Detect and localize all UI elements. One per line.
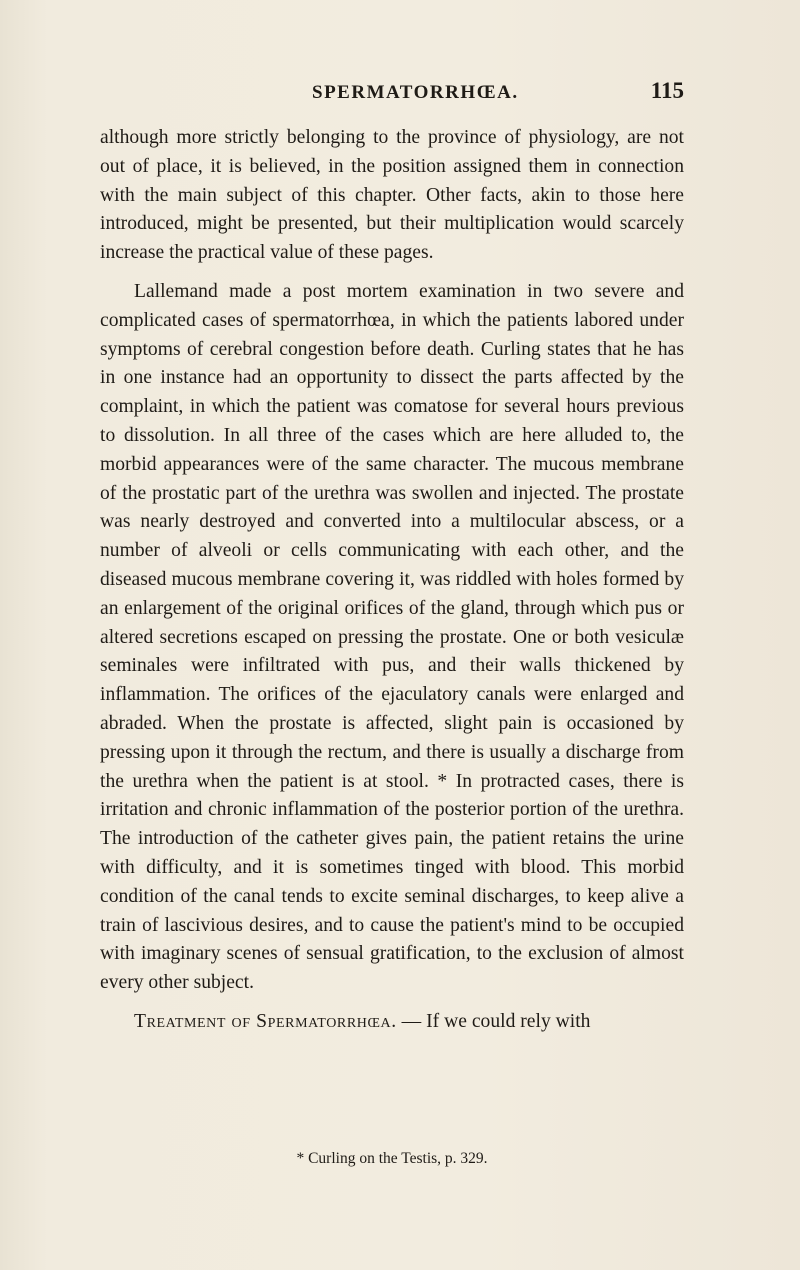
- paragraph-lallemand-text: Lallemand made a post mortem examination in two severe and complicated cases of spermatorrhœa, in which the patients labored under symptoms of cerebral congestion before death. Curling states that he has in one instance had an opportunity to dissect the parts affected by the complaint, in which the patient was comatose for several hours previous to dissolution. In all three of the cases which are here alluded to, the morbid appearances were of the same character. The mucous membrane of the prostatic part of the urethra was swollen and injected. The prostate was nearly destroyed and converted into a multilocular abscess, or a number of alveoli or cells communicating with each other, and the diseased mucous membrane covering it, was riddled with holes formed by an enlargement of the original orifices of the gland, through which pus or altered secretions escaped on pressing the prostate. One or both vesiculæ seminales were infiltrated with pus, and their walls thickened by inflammation. The orifices of the ejaculatory canals were enlarged and abraded. When the prostate is affected, slight pain is occasioned by pressing upon it through the rectum, and there is usually a discharge from the urethra when the patient is at stool.: [100, 280, 684, 792]
- paragraph-protracted-text: In protracted cases, there is irritation and chronic inflammation of the posterior portion of the urethra. The introduction of the catheter gives pain, the patient retains the urine with difficulty, and it is sometimes tinged with blood. This morbid condition of the canal tends to excite seminal discharges, to keep alive a train of lascivious desires, and to cause the patient's mind to be occupied with imaginary scenes of sensual gratification, to the exclusion of almost every other subject.: [100, 770, 684, 994]
- body-text: [100, 124, 684, 1037]
- paragraph-treatment: [100, 1008, 684, 1037]
- section-heading: Treatment of Spermatorrhœa.: [134, 1010, 397, 1032]
- page-header: [100, 78, 684, 112]
- paragraph-lallemand: [100, 278, 684, 998]
- footnote-marker: *: [437, 770, 448, 792]
- running-head: SPERMATORRHŒA.: [312, 82, 519, 103]
- paragraph-continuation: although more strictly belonging to the province of physiology, are not out of place, it is believed, in the position assigned them in connection with the main subject of this chapter. Other facts, akin to those here introduced, might be presented, but their multiplication would scarcely increase the practical value of these pages.: [100, 127, 684, 264]
- page-number: 115: [650, 78, 684, 103]
- footnote: * Curling on the Testis, p. 329.: [296, 1150, 488, 1167]
- section-dash: —: [396, 1010, 427, 1032]
- section-text: If we could rely with: [426, 1010, 591, 1032]
